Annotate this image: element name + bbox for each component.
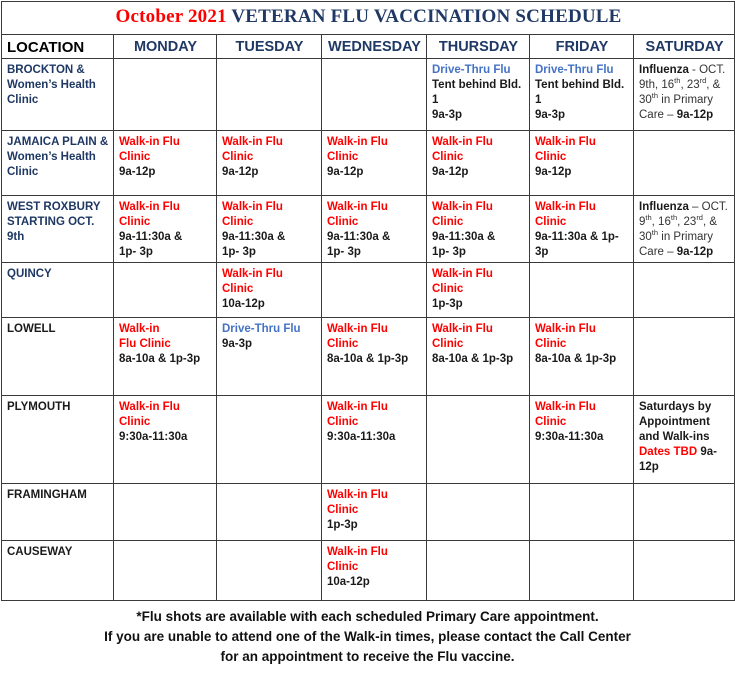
cell-thursday (427, 541, 530, 601)
clinic-type: Influenza (639, 64, 689, 76)
cell-wednesday (322, 263, 427, 318)
cell-thursday (427, 196, 530, 263)
footer-line-2: If you are unable to attend one of the Walk-in times, please contact the Call Center (104, 629, 631, 644)
location-name: PLYMOUTH (2, 396, 114, 484)
clinic-time: 9a-12p (676, 246, 714, 258)
clinic-time: 9a-12p (432, 166, 469, 178)
cell-tuesday (217, 59, 322, 131)
clinic-dates: , & 30 (639, 216, 718, 243)
clinic-type: Walk-in Flu Clinic (432, 136, 493, 163)
clinic-dates: , 16 (651, 216, 671, 228)
clinic-type: Walk-in Flu Clinic (535, 136, 596, 163)
ordinal-suffix: th (651, 228, 659, 238)
table-row (2, 196, 735, 263)
column-header-tuesday: TUESDAY (217, 35, 322, 59)
cell-saturday (634, 541, 735, 601)
column-header-wednesday: WEDNESDAY (322, 35, 427, 59)
cell-saturday (634, 196, 735, 263)
cell-friday (530, 318, 634, 396)
clinic-time: 8a-10a & 1p-3p (432, 353, 514, 365)
cell-monday (114, 263, 217, 318)
flu-schedule-page (0, 1, 735, 673)
clinic-time: 9a-11:30a & (119, 231, 183, 243)
footer-line-1: *Flu shots are available with each scheduled Primary Care appointment. (136, 609, 599, 624)
cell-saturday (634, 484, 735, 541)
cell-friday (530, 131, 634, 196)
clinic-type: Walk-in (119, 323, 160, 335)
cell-thursday (427, 318, 530, 396)
cell-tuesday (217, 541, 322, 601)
clinic-type: Walk-in Flu Clinic (119, 201, 180, 228)
appointment-note: Saturdays by Appointment and Walk-ins (639, 401, 712, 443)
cell-thursday (427, 131, 530, 196)
vaccination-schedule-table (1, 1, 735, 601)
cell-monday (114, 541, 217, 601)
clinic-type: Walk-in Flu Clinic (327, 489, 388, 516)
clinic-type: Walk-in Flu Clinic (327, 401, 388, 428)
title-row (2, 2, 735, 35)
cell-monday (114, 196, 217, 263)
clinic-dates: – OCT. 9 (639, 201, 728, 228)
clinic-location-note: Tent behind Bld. 1 (432, 79, 522, 106)
cell-tuesday (217, 263, 322, 318)
cell-wednesday (322, 396, 427, 484)
clinic-time: 8a-10a & 1p-3p (119, 353, 201, 365)
clinic-time: 1p-3p (432, 298, 463, 310)
footer-line-3: for an appointment to receive the Flu vaccine. (220, 649, 515, 664)
clinic-type: Walk-in Flu Clinic (432, 268, 493, 295)
table-row (2, 318, 735, 396)
footer-note (0, 607, 735, 667)
clinic-type: Walk-in Flu Clinic (119, 401, 180, 428)
ordinal-suffix: th (670, 213, 678, 223)
cell-saturday (634, 263, 735, 318)
table-row (2, 396, 735, 484)
cell-thursday (427, 263, 530, 318)
clinic-time: 9:30a-11:30a (327, 431, 396, 443)
clinic-time: 9a-3p (432, 109, 463, 121)
clinic-time: 9a-3p (535, 109, 566, 121)
clinic-type: Walk-in Flu Clinic (222, 201, 283, 228)
cell-tuesday (217, 318, 322, 396)
clinic-location-note: Tent behind Bld. 1 (535, 79, 625, 106)
clinic-type: Walk-in Flu Clinic (432, 323, 493, 350)
cell-wednesday (322, 318, 427, 396)
clinic-time: 9a-11:30a & 1p-3p (535, 231, 619, 258)
cell-friday (530, 59, 634, 131)
cell-monday (114, 131, 217, 196)
column-header-saturday: SATURDAY (634, 35, 735, 59)
cell-tuesday (217, 484, 322, 541)
column-header-friday: FRIDAY (530, 35, 634, 59)
clinic-type: Walk-in Flu Clinic (535, 401, 596, 428)
cell-saturday (634, 318, 735, 396)
clinic-type: Drive-Thru Flu (535, 64, 614, 76)
page-title (2, 2, 735, 35)
clinic-time-2: 1p- 3p (432, 246, 466, 258)
clinic-time: 9:30a-11:30a (119, 431, 188, 443)
clinic-type: Walk-in Flu Clinic (222, 136, 283, 163)
clinic-time: 10a-12p (327, 576, 370, 588)
cell-monday (114, 318, 217, 396)
ordinal-suffix: th (674, 76, 681, 86)
clinic-time-2: 1p- 3p (327, 246, 361, 258)
cell-wednesday (322, 484, 427, 541)
ordinal-suffix: th (645, 213, 652, 223)
cell-friday (530, 541, 634, 601)
location-name: QUINCY (2, 263, 114, 318)
clinic-type: Walk-in Flu Clinic (535, 201, 596, 228)
cell-monday (114, 59, 217, 131)
clinic-time: 9a-3p (222, 338, 253, 350)
clinic-type: Drive-Thru Flu (222, 323, 301, 335)
cell-friday (530, 263, 634, 318)
cell-monday (114, 484, 217, 541)
table-row (2, 263, 735, 318)
column-header-monday: MONDAY (114, 35, 217, 59)
table-row (2, 484, 735, 541)
clinic-dates: , 23 (680, 79, 700, 91)
cell-saturday (634, 131, 735, 196)
title-rest: VETERAN FLU VACCINATION SCHEDULE (226, 6, 622, 27)
cell-wednesday (322, 131, 427, 196)
clinic-time: 9a-12p (222, 166, 259, 178)
clinic-time: 10a-12p (222, 298, 265, 310)
cell-friday (530, 484, 634, 541)
clinic-dates: , & 30 (639, 79, 721, 106)
clinic-type: Drive-Thru Flu (432, 64, 511, 76)
cell-saturday (634, 396, 735, 484)
title-month: October 2021 (115, 6, 227, 27)
clinic-time: 9a-11:30a & (432, 231, 496, 243)
clinic-time: 9:30a-11:30a (535, 431, 604, 443)
clinic-time: 8a-10a & 1p-3p (535, 353, 617, 365)
clinic-time: 9a-11:30a & (327, 231, 391, 243)
clinic-time: 9a-12p (676, 109, 714, 121)
location-name: FRAMINGHAM (2, 484, 114, 541)
location-name: WEST ROXBURY STARTING OCT. 9th (2, 196, 114, 263)
column-header-location: LOCATION (2, 35, 114, 59)
cell-thursday (427, 59, 530, 131)
clinic-time: 9a-12p (535, 166, 572, 178)
cell-thursday (427, 484, 530, 541)
clinic-time-2: 1p- 3p (222, 246, 256, 258)
clinic-dates: , 23 (677, 216, 697, 228)
cell-friday (530, 196, 634, 263)
clinic-time: 9a-12p (327, 166, 364, 178)
dates-tbd-note: Dates TBD (639, 446, 698, 458)
cell-wednesday (322, 196, 427, 263)
cell-wednesday (322, 59, 427, 131)
clinic-type: Walk-in Flu Clinic (432, 201, 493, 228)
header-row (2, 35, 735, 59)
table-row (2, 59, 735, 131)
clinic-type: Walk-in Flu Clinic (327, 136, 388, 163)
column-header-thursday: THURSDAY (427, 35, 530, 59)
ordinal-suffix: th (651, 91, 659, 101)
cell-friday (530, 396, 634, 484)
clinic-time-2: 1p- 3p (119, 246, 153, 258)
ordinal-suffix: rd (699, 76, 707, 86)
table-row (2, 131, 735, 196)
location-name: LOWELL (2, 318, 114, 396)
cell-tuesday (217, 396, 322, 484)
clinic-type: Walk-in Flu Clinic (119, 136, 180, 163)
cell-tuesday (217, 131, 322, 196)
clinic-dates: - OCT. 9th, 16 (639, 64, 726, 91)
cell-wednesday (322, 541, 427, 601)
cell-thursday (427, 396, 530, 484)
location-name: CAUSEWAY (2, 541, 114, 601)
clinic-time: 9a-11:30a & (222, 231, 286, 243)
clinic-type-2: Flu Clinic (119, 338, 171, 350)
clinic-time: 8a-10a & 1p-3p (327, 353, 409, 365)
clinic-type: Walk-in Flu Clinic (327, 201, 388, 228)
clinic-type: Walk-in Flu Clinic (535, 323, 596, 350)
clinic-time: 1p-3p (327, 519, 358, 531)
cell-monday (114, 396, 217, 484)
clinic-time: 9a-12p (119, 166, 156, 178)
clinic-type: Walk-in Flu Clinic (327, 323, 388, 350)
location-name: JAMAICA PLAIN & Women’s Health Clinic (2, 131, 114, 196)
location-name: BROCKTON & Women’s Health Clinic (2, 59, 114, 131)
clinic-dates: in Primary Care – (639, 231, 714, 258)
cell-saturday (634, 59, 735, 131)
table-row (2, 541, 735, 601)
clinic-type: Walk-in Flu Clinic (222, 268, 283, 295)
ordinal-suffix: rd (696, 213, 703, 223)
clinic-type: Influenza (639, 201, 689, 213)
clinic-dates: in Primary Care – (639, 94, 714, 121)
clinic-type: Walk-in Flu Clinic (327, 546, 388, 573)
clinic-time: 9a-12p (639, 446, 717, 473)
cell-tuesday (217, 196, 322, 263)
